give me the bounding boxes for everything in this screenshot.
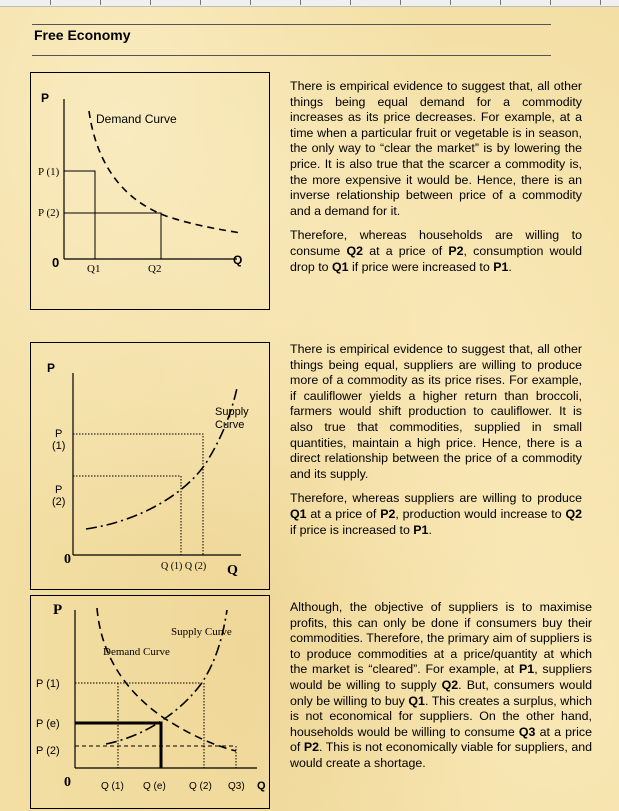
curve-label-2: Curve (215, 419, 245, 431)
curve-label-1: Supply (215, 406, 249, 418)
q-axis-label: Q (233, 253, 243, 267)
curve-label: Demand Curve (96, 112, 177, 126)
x-tick-q2: Q (2) (189, 781, 212, 792)
y-tick-p1: P (1) (36, 678, 60, 690)
supply-chart (30, 342, 270, 590)
demand-para-1: There is empirical evidence to suggest that, all other things being equal demand for a commodity increases as its price decreases. For example, at a time when a particular fruit or vegetable is in season, the only way to “clear the market” is by lowering the price. It is also true that the scarcer a commodity is, the more expensive it would be. Hence, there is an inverse relationship between price of a commodity and a demand for it. (290, 79, 582, 218)
guide-p2-q2 (64, 213, 161, 259)
supply-para-1: There is empirical evidence to suggest that, all other things being equal, suppliers are willing to produce more of a commodity as its price rises. For example, if cauliflower yields a higher return than broccoli, farmers would shift production to cauliflower. It is also true that commodities, supplied in small quantities, maintain a high price. Hence, there is a direct relationship between the price of a commodity and its supply. (290, 342, 582, 481)
y-tick-p1-b: (1) (52, 440, 66, 452)
p-axis-label: P (53, 602, 63, 618)
x-tick-qe: Q (e) (143, 781, 166, 792)
p-axis-label: P (41, 91, 50, 105)
origin-label: 0 (64, 552, 71, 567)
x-tick-q2: Q2 (148, 263, 162, 275)
demand-chart-svg (31, 73, 269, 309)
supply-chart-svg (31, 343, 269, 589)
y-tick-p1-a: P (55, 428, 63, 440)
q-axis-label: Q (227, 563, 238, 578)
y-tick-pe: P (e) (36, 718, 60, 730)
y-tick-p2-b: (2) (52, 496, 66, 508)
guide-p1 (73, 434, 203, 555)
y-tick-p2: P (2) (36, 745, 60, 757)
guide-p2 (73, 476, 181, 555)
supply-para-2: Therefore, whereas suppliers are willing to produce Q1 at a price of P2, production would increase to Q2 if price is increased to P1. (290, 491, 582, 537)
top-rule (32, 24, 551, 25)
page-title: Free Economy (34, 27, 131, 43)
supply-text (290, 342, 582, 538)
x-tick-labels: Q (1) Q (2) (161, 561, 207, 572)
x-tick-q3: Q3) (228, 781, 245, 792)
demand-para-2: Therefore, whereas households are willing to consume Q2 at a price of P2, consumption would drop to Q1 if price were increased to P1. (290, 228, 582, 274)
origin-label: 0 (52, 255, 60, 270)
x-tick-q1: Q1 (87, 263, 101, 275)
demand-curve (89, 111, 241, 233)
equilibrium-chart-svg (31, 596, 269, 808)
x-tick-q1: Q (1) (101, 781, 124, 792)
guide-p1-q1 (64, 171, 95, 259)
demand-label: Demand Curve (103, 646, 170, 658)
title-rule (32, 55, 551, 56)
y-tick-p1: P (1) (38, 166, 60, 178)
origin-label: 0 (64, 775, 71, 790)
q-axis-label: Q (257, 780, 266, 792)
demand-text (290, 79, 582, 275)
equilibrium-chart (30, 595, 270, 809)
y-tick-p2: P (2) (38, 207, 60, 219)
equilibrium-text (290, 600, 592, 772)
demand-chart (30, 72, 270, 310)
ruler (0, 0, 619, 7)
y-tick-p2-a: P (55, 484, 63, 496)
equilibrium-para: Although, the objective of suppliers is to maximise profits, this can only be done if consumers buy their commodities. Therefore, the primary aim of suppliers is to produce commodities at a price/quantity at which the market is “cleared”. For example, at P1, suppliers would be willing to supply Q2. But, consumers would only be willing to buy Q1. This creates a surplus, which is not economical for suppliers. On the other hand, households would be willing to consume Q3 at a price of P2. This is not economically viable for suppliers, and would create a shortage. (290, 600, 592, 770)
supply-label: Supply Curve (171, 626, 232, 638)
p-axis-label: P (47, 361, 56, 375)
